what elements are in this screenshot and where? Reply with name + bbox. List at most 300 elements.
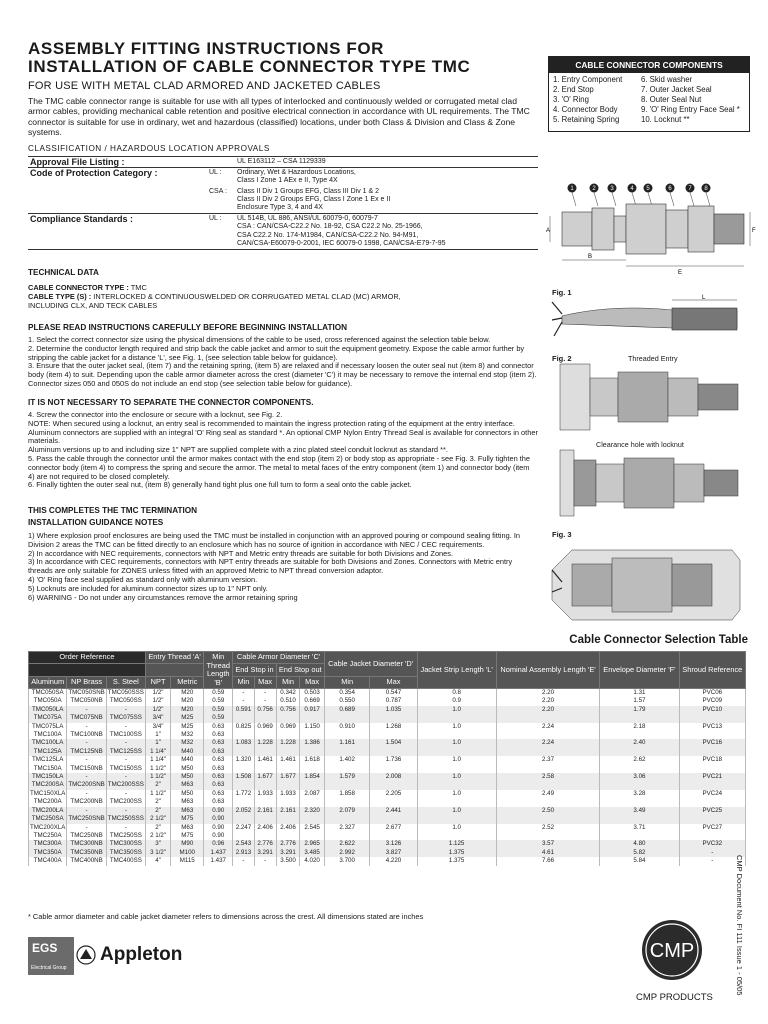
jacket-strip-length-cell: 0.8 [417,689,496,698]
aluminum-ref-cell: TMC300A [29,840,67,848]
armor-in-min-cell [233,765,254,773]
title-line-2: INSTALLATION OF CABLE CONNECTOR TYPE TMC [28,57,471,76]
shroud-reference-cell [679,748,745,756]
metric-thread-cell: M25 [171,723,204,731]
metric-thread-cell: M50 [171,765,204,773]
jacket-min-cell: 0.689 [324,706,370,714]
armor-out-max-header: Max [300,676,324,688]
jacket-min-cell: 2.992 [324,849,370,857]
callout-number: 3 [610,186,614,193]
shroud-reference-cell: PVC13 [679,723,745,731]
jacket-max-cell [370,748,417,756]
jacket-strip-length-cell: 1.375 [417,857,496,865]
approval-line: CSA : CAN/CSA-C22.2 No. 18-92, CSA C22.2 No. 25-1966, [237,223,423,231]
min-thread-length-cell: 0.59 [204,706,233,714]
jacket-strip-length-cell [417,714,496,722]
min-thread-length-cell: 0.59 [204,689,233,698]
approval-prefix: UL : [207,168,235,187]
npt-thread-cell: 3" [145,840,170,848]
npt-thread-cell: 4" [145,857,170,865]
end-stop-part [592,208,614,250]
selection-row [29,857,746,865]
jacket-strip-length-cell: 1.125 [417,840,496,848]
approval-line: Class II Div 1 Groups EFG, Class III Div 1 & 2 [237,187,379,195]
jacket-max-cell [370,781,417,789]
np-brass-ref-cell: - [67,807,106,815]
aluminum-ref-cell: TMC150A [29,765,67,773]
outer-seal-nut-part [688,206,714,252]
armor-out-max-cell [300,714,324,722]
min-thread-length-cell: 0.59 [204,714,233,722]
approval-value [235,187,538,214]
armor-out-max-cell: 1.854 [300,773,324,781]
exploded-connector-diagram [548,176,758,276]
min-thread-length-cell: 0.63 [204,723,233,731]
armor-in-max-cell: 1.228 [254,739,276,747]
envelope-diameter-cell [600,798,679,806]
selection-row [29,748,746,756]
envelope-diameter-cell: 2.40 [600,739,679,747]
armor-in-min-cell [233,731,254,739]
shroud-reference-cell: PVC09 [679,697,745,705]
np-brass-ref-cell: TMC200SNB [68,781,105,789]
callout-leader [706,193,710,207]
s-steel-ref-cell: TMC075SS [106,714,145,722]
assembly-length-header: Nominal Assembly Length 'E' [496,652,600,689]
components-heading: CABLE CONNECTOR COMPONENTS [549,57,749,73]
appleton-emblem-icon [76,945,96,965]
jacket-strip-length-cell: 0.9 [417,697,496,705]
o-ring-part [614,216,626,242]
jacket-strip-length-cell [417,765,496,773]
armor-out-max-cell: 2.320 [300,807,324,815]
selection-row [29,714,746,722]
armor-in-max-cell [254,748,276,756]
approvals-heading: CLASSIFICATION / HAZARDOUS LOCATION APPROVALS [28,144,270,153]
npt-thread-cell: 1 1/2" [145,773,170,781]
aluminum-header: Aluminum [29,676,67,688]
armor-out-min-cell: 3.500 [276,857,300,865]
min-thread-length-cell: 0.63 [204,773,233,781]
jacket-max-cell: 2.441 [370,807,417,815]
npt-thread-cell: 2" [145,824,170,832]
npt-thread-cell: 1 1/2" [145,765,170,773]
jacket-strip-length-cell: 1.0 [417,739,496,747]
armor-in-min-cell [233,748,254,756]
jacket-max-cell [370,798,417,806]
jacket-max-cell: 1.504 [370,739,417,747]
armor-diameter-header: Cable Armor Diameter 'C' [233,652,325,664]
approval-line: Class I Zone 1 AEx e II, Type 4X [237,177,338,185]
armor-out-max-cell [300,815,324,823]
npt-thread-cell: 2" [145,807,170,815]
instruction-step: 6. Finally tighten the outer seal nut, (item 8) generally hand tight plus one full turn to form a seal onto the cable jacket. [28,480,412,490]
np-brass-ref-cell: TMC150NB [67,765,106,773]
np-brass-ref-cell: TMC250NB [67,832,106,840]
s-steel-ref-cell: TMC350SS [106,849,145,857]
armor-out-min-cell: 1.677 [276,773,300,781]
selection-row [29,849,746,857]
s-steel-ref-cell: TMC125SS [106,748,145,756]
s-steel-ref-cell: - [106,756,145,764]
jacket-max-cell: 1.268 [370,723,417,731]
npt-thread-cell: 3/4" [145,723,170,731]
armor-in-max-cell: - [254,689,276,698]
armor-out-max-cell [300,781,324,789]
approval-label [28,187,207,214]
callout-leader [594,193,598,207]
shroud-reference-cell [679,798,745,806]
technical-data-block [28,284,543,310]
armor-in-max-cell [254,798,276,806]
s-steel-ref-cell: TMC400SS [106,857,145,865]
component-item: 6. Skid washer [641,75,693,84]
envelope-diameter-cell: 4.80 [600,840,679,848]
shroud-reference-cell: PVC10 [679,706,745,714]
jacket-max-cell: 2.205 [370,790,417,798]
armor-in-max-cell: 0.756 [254,706,276,714]
callout-number: 6 [668,186,672,193]
cmp-products-label: CMP PRODUCTS [636,992,713,1003]
aluminum-ref-cell: TMC350A [29,849,67,857]
jacket-max-cell: 3.126 [370,840,417,848]
jacket-strip-length-cell [417,832,496,840]
selection-row [29,739,746,747]
fig2-locknut-diagram [560,450,740,520]
component-item: 2. End Stop [553,85,594,94]
armor-in-min-cell: - [233,697,254,705]
aluminum-ref-cell: TMC050A [29,697,67,705]
shroud-reference-cell: PVC25 [679,807,745,815]
armor-in-max-cell: 2.161 [254,807,276,815]
envelope-diameter-cell [600,832,679,840]
npt-thread-cell: 2" [145,798,170,806]
document-subtitle: FOR USE WITH METAL CLAD ARMORED AND JACKETED CABLES [28,80,381,92]
jacket-min-cell [324,731,370,739]
armor-in-min-cell: 2.543 [233,840,254,848]
retaining-spring-part [666,210,688,248]
npt-thread-cell: 1/2" [145,697,170,705]
armor-out-min-cell: 1.228 [276,739,300,747]
armor-in-max-cell: - [254,857,276,865]
jacket-strip-length-cell [417,731,496,739]
armor-out-min-cell [276,731,300,739]
armor-out-min-cell [276,832,300,840]
shroud-reference-cell [679,832,745,840]
instruction-step: Aluminum versions up to and including size 1" NPT are supplied complete with a zinc plated steel conduit locknut as standard **. [28,445,448,455]
callout-leader [612,193,616,207]
jacket-min-cell: 0.910 [324,723,370,731]
armor-out-min-cell [276,781,300,789]
aluminum-ref-cell: TMC150XLA [29,789,66,797]
jacket-max-cell: 2.008 [370,773,417,781]
armor-out-max-cell [300,765,324,773]
armor-in-min-cell: 1.083 [233,739,254,747]
approval-row [28,214,538,250]
min-thread-length-header: Min Thread Length 'B' [204,652,233,689]
jacket-strip-length-cell [417,781,496,789]
npt-thread-cell: 1/2" [145,689,170,698]
armor-in-min-cell [233,781,254,789]
armor-in-max-cell: 0.969 [254,723,276,731]
jacket-max-cell: 1.035 [370,706,417,714]
intro-paragraph: The TMC cable connector range is suitable for use with all types of interlocked and continuously welded or corrugated metal clad armor cables, providing mechanical cable retention and positive electrical connection in accordance with UL requirements. The TMC connector is suitable for use in ordinary, wet and hazardous (classified) locations, under both Class & Division and Class & Zone systems. [28,96,530,137]
npt-thread-cell: 1 1/4" [145,748,170,756]
armor-in-min-cell: - [233,689,254,698]
metric-thread-cell: M75 [171,832,204,840]
armor-out-max-cell: 1.386 [300,739,324,747]
npt-thread-cell: 1/2" [145,706,170,714]
jacket-strip-length-cell [417,815,496,823]
jacket-min-cell [324,765,370,773]
fig3-assembled-diagram [552,540,742,630]
jacket-min-cell [324,748,370,756]
np-brass-ref-cell: TMC050NB [67,697,106,705]
table-footnote: * Cable armor diameter and cable jacket diameter refers to dimensions across the crest. All dimensions stated are inches [28,912,424,921]
min-thread-length-cell: 0.63 [204,765,233,773]
s-steel-ref-cell: TMC300SS [106,840,145,848]
envelope-diameter-cell: 5.84 [600,857,679,865]
min-thread-length-cell: 0.63 [204,798,233,806]
envelope-diameter-cell: 3.06 [600,773,679,781]
clearance-hole-caption: Clearance hole with locknut [596,440,684,449]
envelope-diameter-cell: 1.79 [600,706,679,714]
instructions-warning: IT IS NOT NECESSARY TO SEPARATE THE CONNECTOR COMPONENTS. [28,398,314,407]
metric-thread-cell: M63 [171,807,204,815]
approval-prefix [207,157,235,168]
armor-in-max-cell: 1.933 [254,790,276,798]
callout-number: 5 [646,186,650,193]
armor-in-min-cell: 0.591 [233,706,254,714]
armor-out-max-cell: 2.545 [300,824,324,832]
armor-out-max-cell: 4.020 [300,857,324,865]
assembly-length-cell: 2.58 [496,773,600,781]
armor-out-min-cell [276,815,300,823]
armor-out-min-cell: 0.510 [276,697,300,705]
metric-thread-cell: M32 [171,739,204,747]
assembly-length-cell [496,798,600,806]
npt-thread-cell: 3/4" [145,714,170,722]
cmp-logo [640,918,704,982]
jacket-max-cell: 0.547 [370,689,417,698]
metric-thread-cell: M50 [171,790,204,798]
jacket-strip-length-header: Jacket Strip Length 'L' [417,652,496,689]
connector-body-part [626,204,666,254]
min-thread-length-cell: 0.90 [204,807,233,815]
np-brass-ref-cell: TMC100NB [67,731,106,739]
envelope-diameter-cell: 5.82 [600,849,679,857]
np-brass-ref-cell: TMC050SNB [68,689,105,696]
jacket-min-cell: 1.161 [324,739,370,747]
entry-component-part [562,212,592,246]
egs-logo-text: EGS [32,941,58,955]
callout-number: 2 [592,186,596,193]
s-steel-ref-cell: TMC050SSS [107,689,144,696]
cable-type-label: CABLE TYPE (S) : [28,291,92,301]
assembly-length-cell [496,714,600,722]
component-item: 4. Connector Body [553,105,618,114]
selection-row [29,697,746,705]
guidance-note: 1) Where explosion proof enclosures are being used the TMC must be installed in conjunction with an approved pouring or compound sealing fitting. In Division 2 areas the TMC can be fitted directly to an enclosure which has no source of ignition in accordance with NEC / CEC requirements. [28,531,521,549]
armor-out-min-cell: 2.406 [276,824,300,832]
assembly-length-cell: 2.24 [496,723,600,731]
aluminum-ref-cell: TMC150LA [29,773,67,781]
armor-in-max-cell [254,815,276,823]
envelope-diameter-header: Envelope Diameter 'F' [600,652,679,689]
armor-out-min-cell: 1.933 [276,790,300,798]
selection-row [29,689,746,698]
assembly-length-cell: 2.50 [496,807,600,815]
npt-thread-cell: 1" [145,739,170,747]
metric-thread-cell: M63 [171,781,204,789]
shroud-reference-cell: PVC32 [679,840,745,848]
armor-in-min-cell: 2.052 [233,807,254,815]
armor-in-max-cell: 2.776 [254,840,276,848]
jacket-min-cell: 2.079 [324,807,370,815]
envelope-diameter-cell: 2.62 [600,756,679,764]
order-reference-header: Order Reference [29,652,146,664]
armor-in-min-cell [233,798,254,806]
np-brass-ref-cell: - [67,739,106,747]
approval-prefix: CSA : [209,187,227,195]
approval-line: Enclosure Type 3, 4 and 4X [237,204,323,212]
assembly-length-cell [496,832,600,840]
envelope-diameter-cell [600,815,679,823]
jacket-max-cell: 0.787 [370,697,417,705]
min-thread-length-cell: 0.63 [204,781,233,789]
appleton-wordmark: Appleton [100,944,183,965]
aluminum-ref-cell: TMC075LA [29,723,67,731]
armor-out-min-cell: 0.756 [276,706,300,714]
armor-in-min-cell: 0.825 [233,723,254,731]
s-steel-ref-cell: - [106,790,145,798]
assembly-length-cell: 2.49 [496,790,600,798]
metric-thread-cell: M75 [171,815,204,823]
shroud-reference-cell [679,781,745,789]
s-steel-ref-cell: TMC100SS [106,731,145,739]
metric-thread-cell: M20 [171,706,204,714]
fig1-label: Fig. 1 [552,288,572,297]
jacket-min-cell: 1.858 [324,790,370,798]
np-brass-ref-cell: - [67,723,106,731]
armor-in-max-cell: 1.677 [254,773,276,781]
shroud-reference-cell [679,714,745,722]
jacket-max-cell: 3.827 [370,849,417,857]
shroud-reference-cell [679,731,745,739]
armor-in-max-cell [254,731,276,739]
jacket-min-cell: 2.622 [324,840,370,848]
assembly-length-cell: 7.66 [496,857,600,865]
callout-number: 1 [570,186,574,193]
jacket-max-cell [370,765,417,773]
np-brass-ref-cell: TMC075NB [67,714,106,722]
shroud-reference-cell: PVC27 [679,824,745,832]
approval-label: Compliance Standards : [28,214,207,250]
instruction-steps-a [28,336,538,389]
npt-thread-cell: 2 1/2" [145,832,170,840]
npt-header: NPT [145,676,170,688]
end-stop-out-header: End Stop out [276,664,324,676]
aluminum-ref-cell: TMC050LA [29,706,67,714]
armor-in-min-cell [233,832,254,840]
document-title [28,40,538,76]
shroud-reference-cell: PVC18 [679,756,745,764]
callout-number: 7 [688,186,692,193]
cable-type-value-2: INCLUDING CLX, AND TECK CABLES [28,300,158,310]
assembly-length-cell [496,748,600,756]
s-steel-ref-cell: - [106,807,145,815]
selection-table [28,651,746,866]
shroud-reference-cell: PVC16 [679,739,745,747]
jacket-min-cell: 1.402 [324,756,370,764]
jacket-strip-length-cell: 1.375 [417,849,496,857]
assembly-length-cell: 2.20 [496,706,600,714]
s-steel-ref-cell: TMC200SSS [107,781,144,789]
component-item: 3. 'O' Ring [553,95,589,104]
jacket-min-cell [324,781,370,789]
selection-row [29,815,746,823]
shroud-reference-cell: PVC24 [679,790,745,798]
armor-in-min-cell: 2.913 [233,849,254,857]
armor-out-min-cell: 0.342 [276,689,300,698]
instruction-step: 3. Ensure that the outer jacket seal, (item 7) and the retaining spring, (item 5) are relaxed and if necessary loosen the outer seal nut (item 8) and connector body (item 4) to suit. Depending upon the cable armor diameter across the crest (diameter 'C') it may be necessary to remove the internal end stop (item 2). Connector sizes 050 and 050S do not include an end stop (see selection table below for guidance). [28,361,537,388]
armor-out-min-cell: 0.969 [276,723,300,731]
dim-a-label: A [546,228,551,234]
armor-out-min-cell [276,714,300,722]
armor-out-max-cell: 1.150 [300,723,324,731]
np-brass-ref-cell: - [67,790,106,798]
envelope-diameter-cell: 2.18 [600,723,679,731]
envelope-diameter-cell [600,765,679,773]
s-steel-ref-cell: TMC050SS [106,697,145,705]
metric-thread-cell: M20 [171,697,204,705]
min-thread-length-cell: 1.437 [204,857,233,865]
armor-out-min-cell [276,765,300,773]
dim-b-label: B [588,254,593,260]
jacket-max-cell [370,714,417,722]
npt-thread-cell: 3 1/2" [145,849,170,857]
fig1-dim-l-label: L [702,295,706,301]
jacket-strip-length-cell: 1.0 [417,706,496,714]
np-brass-ref-cell: TMC200NB [67,798,106,806]
armor-in-max-cell [254,781,276,789]
aluminum-ref-cell: TMC200SA [29,781,67,789]
instruction-steps-b [28,411,538,490]
jacket-max-header: Max [370,676,417,688]
assembly-length-cell: 2.52 [496,824,600,832]
jacket-max-cell [370,731,417,739]
component-item: 7. Outer Jacket Seal [641,85,712,94]
np-brass-ref-cell: - [67,824,106,832]
envelope-diameter-cell [600,714,679,722]
jacket-strip-length-cell: 1.0 [417,824,496,832]
min-thread-length-cell: 0.90 [204,815,233,823]
envelope-diameter-cell [600,781,679,789]
metric-thread-cell: M63 [171,798,204,806]
jacket-min-cell: 3.700 [324,857,370,865]
components-box [548,56,750,132]
selection-row [29,790,746,798]
npt-thread-cell: 1" [145,731,170,739]
connector-type-value: TMC [130,283,147,292]
jacket-strip-length-cell [417,748,496,756]
assembly-length-cell: 2.37 [496,756,600,764]
instruction-step: 2. Determine the conductor length required and strip back the cable jacket and armor to suit the equipment geometry. Expose the cable armor further by stripping the cable jacket for a distance 'L', see Fig. 1, (see selection table below for guidance). [28,343,525,362]
guidance-heading: INSTALLATION GUIDANCE NOTES [28,518,164,527]
assembly-length-cell [496,815,600,823]
aluminum-ref-cell: TMC100LA [29,739,67,747]
min-thread-length-cell: 0.90 [204,832,233,840]
